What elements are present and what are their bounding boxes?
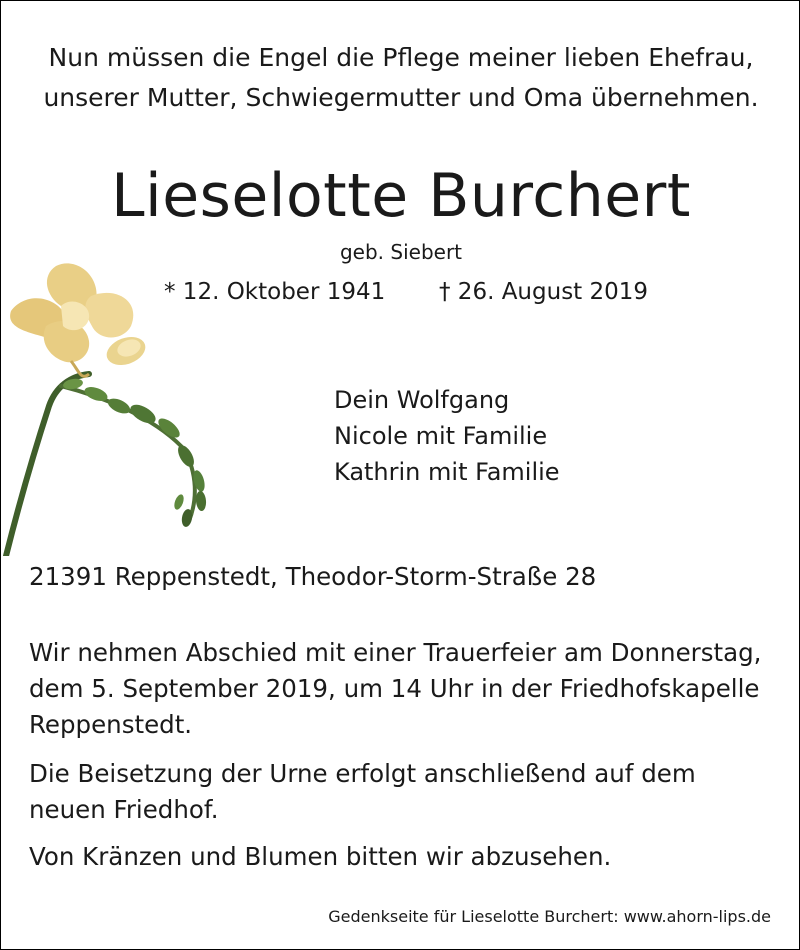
burial-line: neuen Friedhof. <box>29 795 219 824</box>
flowers-note: Von Kränzen und Blumen bitten wir abzusehen. <box>29 842 612 871</box>
mourners-list <box>334 382 560 490</box>
ceremony-line: Reppenstedt. <box>29 710 193 739</box>
address: 21391 Reppenstedt, Theodor-Storm-Straße 28 <box>29 562 597 591</box>
birth-name: geb. Siebert <box>339 240 463 264</box>
mourner-name: Kathrin mit Familie <box>334 458 560 486</box>
ceremony-line: Wir nehmen Abschied mit einer Trauerfeier am Donnerstag, <box>29 638 762 667</box>
deceased-name: Lieselotte Burchert <box>111 161 691 231</box>
mourner-name: Dein Wolfgang <box>334 386 510 414</box>
burial-line: Die Beisetzung der Urne erfolgt anschließend auf dem <box>29 759 696 788</box>
ceremony-text <box>29 635 761 743</box>
birth-date: * 12. Oktober 1941 <box>164 279 386 305</box>
intro-line-1: Nun müssen die Engel die Pflege meiner lieben Ehefrau, <box>48 43 754 72</box>
death-date: † 26. August 2019 <box>439 279 649 305</box>
burial-text <box>29 756 696 828</box>
intro-line-2: unserer Mutter, Schwiegermutter und Oma übernehmen. <box>43 83 759 112</box>
mourner-name: Nicole mit Familie <box>334 422 548 450</box>
ceremony-line: dem 5. September 2019, um 14 Uhr in der Friedhofskapelle <box>29 674 760 703</box>
memorial-page-link[interactable]: Gedenkseite für Lieselotte Burchert: www.ahorn-lips.de <box>328 907 771 926</box>
freesia-flower-image <box>1 256 231 556</box>
